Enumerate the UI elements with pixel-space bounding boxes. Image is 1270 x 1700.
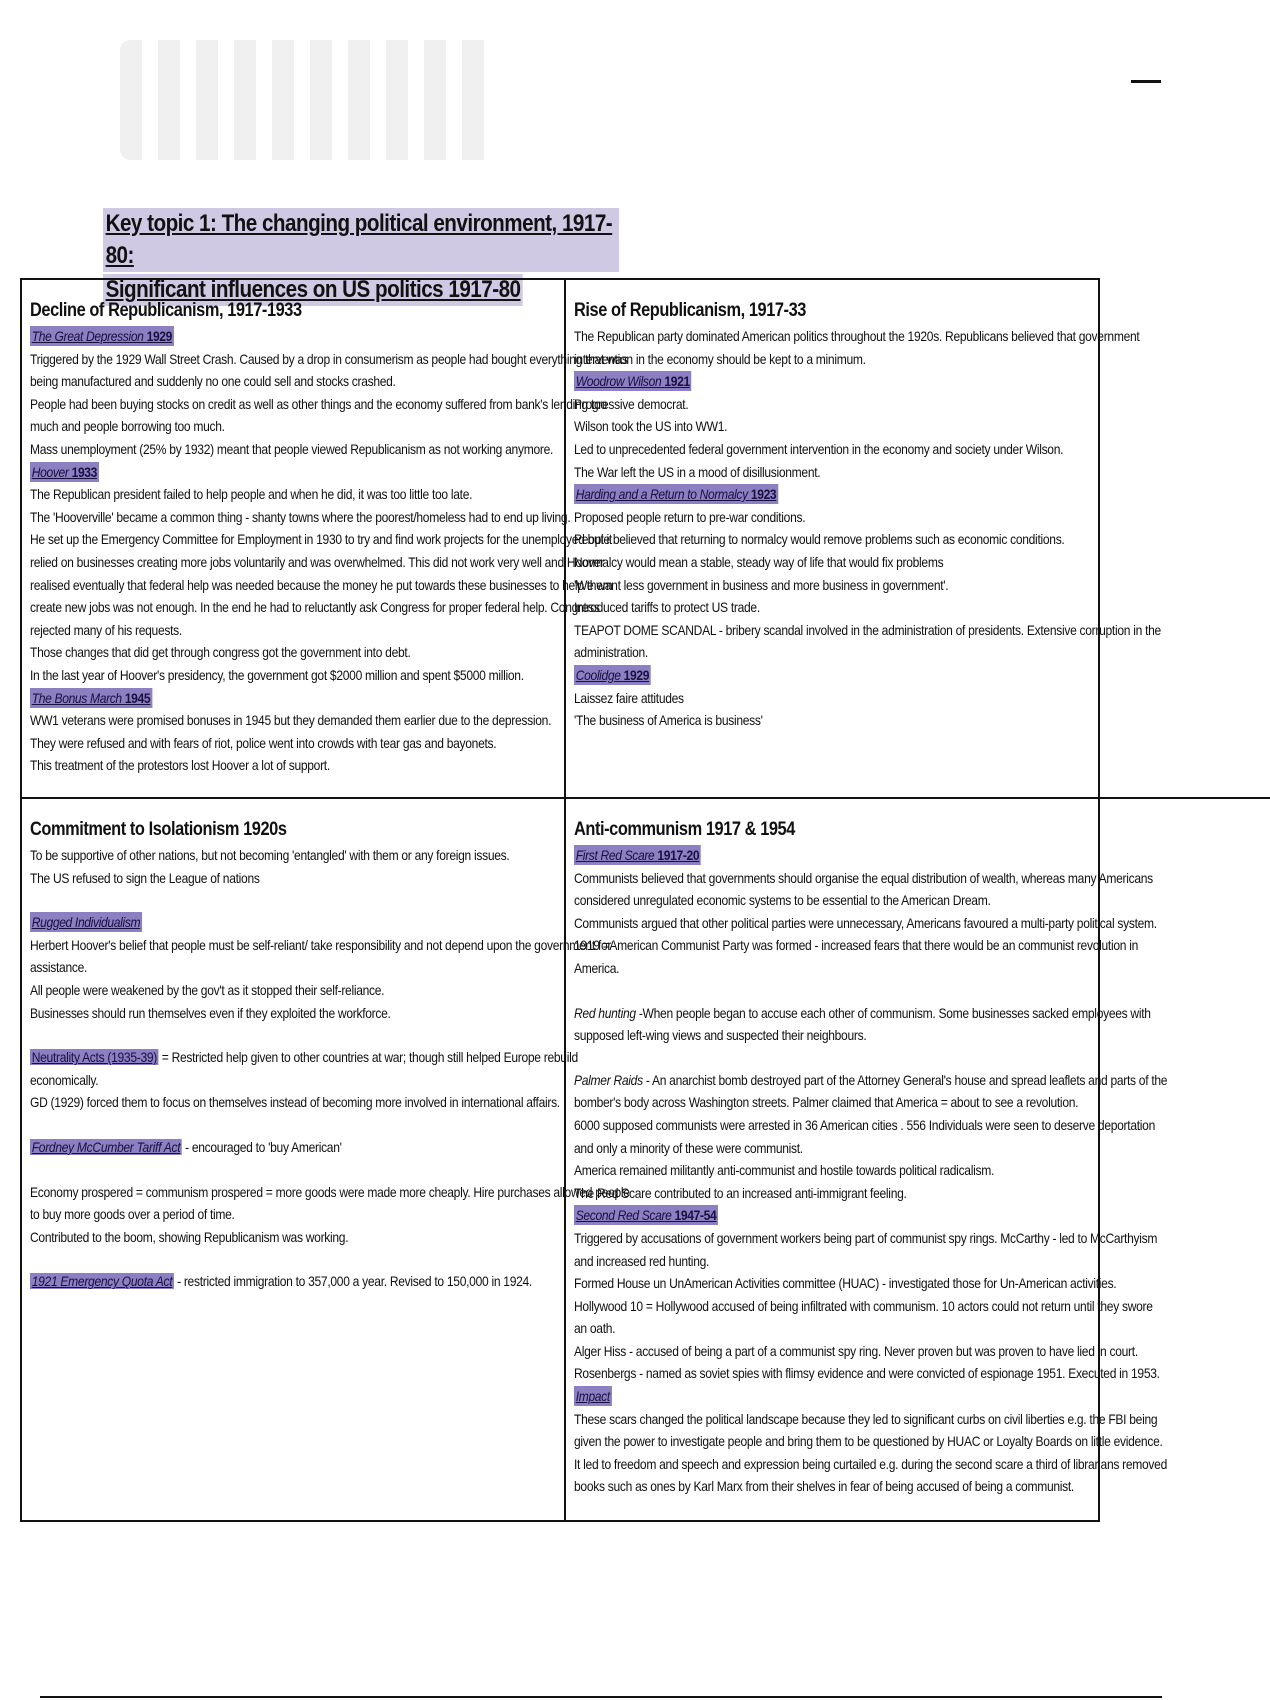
text-line: To be supportive of other nations, but not becoming 'entangled' with them or any foreign issues. (30, 847, 510, 863)
rise-intro-text (574, 325, 1262, 370)
text-line (30, 911, 556, 934)
palmer-raids-line: Palmer Raids - An anarchist bomb destroyed part of the Attorney General's house and spread leaflets and parts of the (574, 1071, 1168, 1088)
term-fordney-mccumber: Fordney McCumber Tariff Act (31, 1138, 181, 1155)
text-line: Hollywood 10 = Hollywood accused of being infiltrated with communism. 10 actors could not return until they swore (574, 1297, 1153, 1314)
bottom-rule (40, 1696, 1162, 1698)
top-right-dash (1131, 80, 1161, 83)
text-line: These scars changed the political landscape because they led to significant curbs on civil liberties e.g. the FBI being (574, 1410, 1158, 1427)
text-line: America. (574, 959, 620, 976)
text-line: Led to unprecedented federal government intervention in the economy and society under Wilson. (574, 440, 1064, 457)
text-line: Wilson took the US into WW1. (574, 418, 728, 435)
term-neutrality-acts: Neutrality Acts (1935-39) (31, 1049, 157, 1066)
text-line: an oath. (574, 1320, 616, 1337)
neutrality-acts-line: Neutrality Acts (1935-39) = Restricted help given to other countries at war; though still helped Europe rebuild (31, 1049, 578, 1066)
text-line: supposed left-wing views and suspected their neighbours. (574, 1027, 867, 1044)
text-line: to buy more goods over a period of time. (30, 1206, 235, 1223)
section-heading: Commitment to Isolationism 1920s (30, 819, 287, 840)
text-line: being manufactured and suddenly no one could sell and stocks crashed. (30, 373, 396, 390)
text-line: Businesses should run themselves even if they exploited the workforce. (30, 1004, 391, 1021)
text-line: The Republican president failed to help people and when he did, it was too little too late. (30, 486, 473, 503)
text-line: Communists believed that governments should organise the equal distribution of wealth, whereas many Americans (574, 869, 1153, 886)
text-line: Herbert Hoover's belief that people must be self-reliant/ take responsibility and not depend upon the government for (30, 936, 612, 953)
text-line: books such as ones by Karl Marx from their shelves in fear of being accused of being a communist. (574, 1478, 1074, 1495)
text-line: Laissez faire attitudes (574, 689, 684, 706)
title-line-2: Significant influences on US politics 1917-80 (103, 274, 523, 306)
text-line: administration. (574, 644, 648, 661)
section-heading: Rise of Republicanism, 1917-33 (574, 300, 806, 321)
text-line: realised eventually that federal help was needed because the money he put towards these businesses to help them (30, 576, 613, 593)
economy-text (30, 1181, 630, 1249)
text-line: Mass unemployment (25% by 1932) meant that people viewed Republicanism as not working anymore. (30, 440, 554, 457)
subheading-impact: Impact (575, 1388, 610, 1405)
text-line: He set up the Emergency Committee for Employment in 1930 to try and find work projects for the unemployed but it (30, 531, 612, 548)
text-line: 'The business of America is business' (574, 712, 763, 729)
term-emergency-quota-act: 1921 Emergency Quota Act (31, 1273, 173, 1290)
text-line: considered unregulated economic systems to be essential to the American Dream. (574, 892, 991, 909)
text-line: relied on businesses creating more jobs voluntarily and was overwhelmed. This did not work very well and Hoover (30, 553, 605, 570)
red-hunting-line: Red hunting -When people began to accuse each other of communism. Some businesses sacked employees with (574, 1004, 1151, 1021)
text-line: TEAPOT DOME SCANDAL - bribery scandal involved in the administration of presidents. Extensive corruption in the (574, 621, 1161, 638)
text-line: Contributed to the boom, showing Republicanism was working. (30, 1228, 349, 1245)
text-line: This treatment of the protestors lost Hoover a lot of support. (30, 757, 330, 774)
text-line: The Republican party dominated American politics throughout the 1920s. Republicans believed that government (574, 328, 1140, 344)
bonus-march-text (30, 709, 556, 777)
subheading-woodrow-wilson: Woodrow Wilson 1921 (575, 373, 690, 390)
text-line: Alger Hiss - accused of being a part of a communist spy ring. Never proven but was proven to have lied in court. (574, 1342, 1138, 1359)
subheading-first-red-scare: First Red Scare 1917-20 (575, 847, 700, 863)
text-line (574, 370, 1262, 393)
isolation-intro-text (30, 844, 556, 889)
first-red-scare-text (574, 867, 1262, 980)
text-line: In the last year of Hoover's presidency, the government got $2000 million and spent $5000 million. (30, 666, 524, 683)
text-line: Rosenbergs - named as soviet spies with flimsy evidence and were convicted of espionage 1951. Executed in 1953. (574, 1365, 1160, 1382)
text-line (574, 1204, 1262, 1227)
text-line: bomber's body across Washington streets. Palmer claimed that America = about to see a revolution. (574, 1094, 1079, 1111)
text-line: Triggered by the 1929 Wall Street Crash. Caused by a drop in consumerism as people had bought everything that was (30, 350, 628, 367)
text-line: 1919 =American Communist Party was formed - increased fears that there would be an communist revolution in (574, 937, 1138, 954)
subheading-second-red-scare: Second Red Scare 1947-54 (575, 1207, 717, 1224)
text-line: It led to freedom and speech and expression being curtailed e.g. during the second scare a third of librarians removed (574, 1455, 1167, 1472)
great-depression-text (30, 348, 628, 461)
subheading-coolidge: Coolidge 1929 (575, 666, 650, 683)
subheading-rugged-individualism: Rugged Individualism (31, 914, 141, 931)
text-line: The Red Scare contributed to an increased anti-immigrant feeling. (574, 1184, 907, 1201)
text-line (574, 844, 1262, 867)
text-line (574, 664, 1262, 687)
text-line: Progressive democrat. (574, 395, 689, 412)
subheading-hoover: Hoover 1933 (31, 463, 98, 480)
text-line: Those changes that did get through congress got the government into debt. (30, 644, 411, 661)
text-line: much and people borrowing too much. (30, 418, 225, 435)
text-line: assistance. (30, 959, 88, 976)
impact-text (574, 1408, 1262, 1498)
text-line: and increased red hunting. (574, 1252, 710, 1269)
text-line: Economy prospered = communism prospered = more goods were made more cheaply. Hire purchases allowed people (30, 1183, 630, 1200)
faint-background-watermark (120, 40, 500, 160)
text-line: The US refused to sign the League of nations (30, 869, 260, 886)
text-line: GD (1929) forced them to focus on themselves instead of becoming more involved in international affairs. (30, 1094, 560, 1111)
title-line-1: Key topic 1: The changing political environment, 1917-80: (103, 208, 619, 272)
section-heading: Anti-communism 1917 & 1954 (574, 819, 795, 840)
harding-text (574, 506, 1262, 664)
text-line: create new jobs was not enough. In the end he had to reluctantly ask Congress for proper federal help. Congress (30, 599, 600, 616)
notes-table (20, 278, 1168, 1522)
subheading-bonus-march: The Bonus March 1945 (31, 689, 151, 706)
coolidge-text (574, 687, 1262, 732)
text-line (30, 461, 556, 484)
text-line (574, 483, 1262, 506)
text-line: They were refused and with fears of riot, police went into crowds with tear gas and bayonets. (30, 734, 497, 751)
text-line: and only a minority of these were communist. (574, 1139, 803, 1156)
text-line: Proposed people return to pre-war conditions. (574, 508, 806, 525)
text-line: America remained militantly anti-communist and hostile towards political radicalism. (574, 1162, 995, 1179)
text-line: The War left the US in a mood of disillusionment. (574, 463, 821, 480)
text-line: 'We want less government in business and more business in government'. (574, 576, 949, 593)
emergency-quota-line: 1921 Emergency Quota Act - restricted immigration to 357,000 a year. Revised to 150,000 in 1924. (31, 1273, 532, 1290)
text-line: People had been buying stocks on credit as well as other things and the economy suffered from bank's lending too (30, 395, 607, 412)
fordney-tariff-line: Fordney McCumber Tariff Act - encouraged to 'buy American' (31, 1138, 342, 1155)
text-line: economically. (30, 1071, 99, 1088)
section-heading: Decline of Republicanism, 1917-1933 (30, 300, 302, 321)
text-line: WW1 veterans were promised bonuses in 1945 but they demanded them earlier due to the depression. (30, 712, 552, 729)
text-line: People believed that returning to normalcy would remove problems such as economic conditions. (574, 531, 1065, 548)
subheading-great-depression: The Great Depression 1929 (31, 328, 173, 344)
text-line (30, 325, 556, 348)
text-line: 6000 supposed communists were arrested in 36 American cities . 556 Individuals were seen to deserve deportation (574, 1116, 1155, 1133)
text-line (30, 687, 556, 710)
text-line: All people were weakened by the gov't as it stopped their self-reliance. (30, 981, 385, 998)
text-line (574, 1385, 1262, 1408)
text-line: rejected many of his requests. (30, 621, 182, 638)
text-line: Formed House un UnAmerican Activities committee (HUAC) - investigated those for Un-American activities. (574, 1275, 1117, 1292)
subheading-harding: Harding and a Return to Normalcy 1923 (575, 486, 777, 503)
text-line: Communists argued that other political parties were unnecessary, Americans favoured a multi-party political system. (574, 914, 1157, 931)
palmer-raids-text (574, 1091, 1262, 1204)
cell-rise-of-republicanism (566, 280, 1270, 799)
text-line: intervention in the economy should be kept to a minimum. (574, 350, 866, 367)
text-line: given the power to investigate people and bring them to be questioned by HUAC or Loyalty Boards on little evidence. (574, 1433, 1163, 1450)
wilson-text (574, 393, 1262, 483)
text-line: Normalcy would mean a stable, steady way of life that would fix problems (574, 553, 944, 570)
text-line: The 'Hooverville' became a common thing - shanty towns where the poorest/homeless had to end up living. (30, 508, 571, 525)
text-line: Triggered by accusations of government workers being part of communist spy rings. McCarthy - led to McCarthyism (574, 1229, 1158, 1246)
cell-anti-communism (566, 799, 1270, 1520)
text-line: Introduced tariffs to protect US trade. (574, 599, 760, 616)
second-red-scare-text (574, 1227, 1262, 1385)
